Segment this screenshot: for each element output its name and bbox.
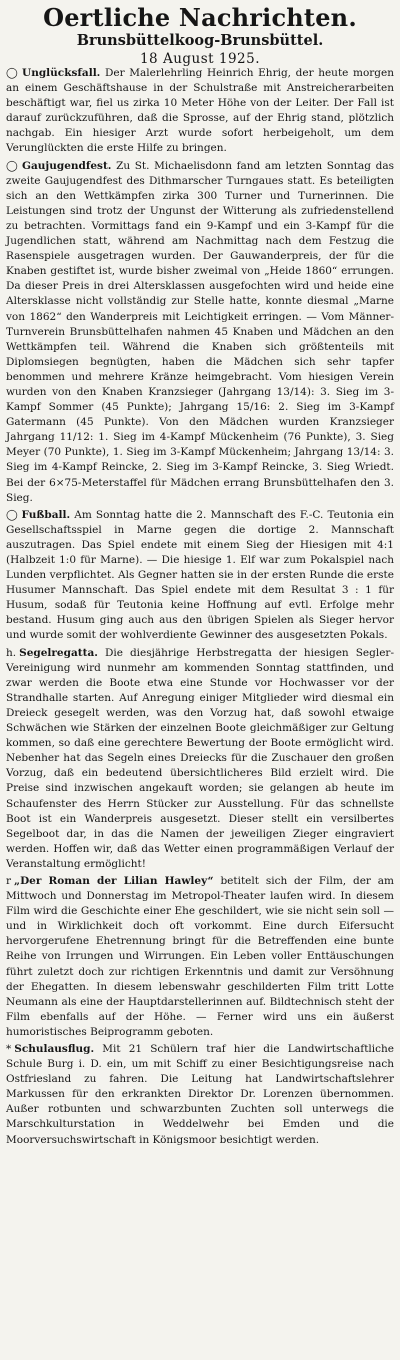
article-marker: r: [6, 874, 12, 887]
article-heading: „Der Roman der Lilian Hawley“: [14, 874, 214, 887]
article-youth-festival: [6, 159, 394, 506]
article-heading: Schulausflug.: [14, 1043, 95, 1055]
masthead: [6, 3, 394, 67]
article-text: Am Sonntag hatte die 2. Mannschaft des F.-C. Teutonia ein Gesellschaftsspiel in Marne gegen die dortige 2. Mannschaft auszutragen. Das Spiel endete mit einem Sieg der Hiesigen mit 4:1 (Halbzeit 1:0 für Marne). — Die hiesige 1. Elf war zum Pokalspiel nach Lunden verpflichtet. Als Gegner hatten sie in der ersten Runde die erste Husumer Mannschaft. Das Spiel endete mit dem Resultat 3 : 1 für Husum, sodaß für Teutonia keine Hoffnung auf evtl. Erfolge mehr bestand. Husum ging auch aus den übrigen Spielen als Sieger hervor und wurde somit der wohlverdiente Gewinner des ausgesetzten Pokals.: [6, 508, 394, 642]
article-heading: Segelregatta.: [19, 646, 98, 659]
article-text: Mit 21 Schülern traf hier die Landwirtschaftliche Schule Burg i. D. ein, um mit Schiff zu einer Besichtigungsreise nach Ostfriesland zu fahren. Die Leitung hat Landwirtschaftslehrer Markussen für den erkrankten Direktor Dr. Lorenzen übernommen. Außer rotbunten und schwarzbunten Zuchten soll unterwegs die Marschkulturstation in Weddelwehr bei Emden und die Moorversuchswirtschaft in Königsmoor besichtigt werden.: [6, 1043, 394, 1146]
article-accident: [6, 66, 394, 157]
section-subtitle: Brunsbüttelkoog-Brunsbüttel.: [76, 32, 324, 49]
dateline: 18 August 1925.: [139, 50, 261, 67]
article-marker: ◯: [6, 67, 20, 79]
article-text: Die diesjährige Herbstregatta der hiesigen Segler-Vereinigung wird nunmehr am kommenden Sonntag stattfinden, und zwar werden die Boote etwa eine Stunde vor Hochwasser vor der Strandhalle starten. Auf Anregung einiger Mitglieder wird diesmal ein Dreieck gesegelt werden, was den Vorzug hat, daß sowohl etwaige Schwächen wie Stärken der einzelnen Boote gleichmäßiger zur Geltung kommen, so daß eine gerechtere Bewertung der Boote ermöglicht wird. Nebenher hat das Segeln eines Dreiecks für die Zuschauer den großen Vorzug, daß ein bedeutend übersichtlicheres Bild erzielt wird. Die Preise sind inzwischen angekauft worden; sie gelangen ab heute im Schaufenster des Herrn Stücker zur Ausstellung. Für das schnellste Boot ist ein Wanderpreis ausgesetzt. Dieser stellt ein versilbertes Segelboot dar, in das die Namen der jeweiligen Zieger eingraviert werden. Hoffen wir, daß das Wetter einen programmäßigen Verlauf der Veranstaltung ermöglicht!: [6, 646, 394, 870]
article-football: [6, 508, 394, 644]
article-heading: Gaujugendfest.: [22, 159, 112, 172]
article-text: Zu St. Michaelisdonn fand am letzten Sonntag das zweite Gaujugendfest des Dithmarscher Turngaues statt. Es beteiligten sich an den Wettkämpfen zirka 300 Turner und Turnerinnen. Die Leistungen sind trotz der Ungunst der Witterung als zufriedenstellend zu betrachten. Vormittags fand ein 9-Kampf und ein 3-Kampf für die Jugendlichen statt, während am Nachmittag nach dem Festzug die Rasenspiele ausgetragen wurden. Der Gauwanderpreis, der für die Knaben gestiftet ist, wurde bisher zweimal von „Heide 1860“ errungen. Da dieser Preis in drei Altersklassen ausgefochten wird und heide eine Altersklasse nicht vollständig zur Stelle hatte, konnte diesmal „Marne von 1862“ den Wanderpreis mit Leichtigkeit erringen. — Vom Männer-Turnverein Brunsbüttelhafen nahmen 45 Knaben und Mädchen an den Wettkämpfen teil. Während die Knaben sich größtenteils mit Diplomsiegen begnügten, haben die Mädchen sich sehr tapfer benommen und mehrere Kränze heimgebracht. Vom hiesigen Verein wurden von den Knaben Kranzsieger (Jahrgang 13/14): 3. Sieg im 3-Kampf Sommer (45 Punkte); Jahrgang 15/16: 2. Sieg im 3-Kampf Gatermann (45 Punkte). Von den Mädchen wurden Kranzsieger Jahrgang 11/12: 1. Sieg im 4-Kampf Mückenheim (76 Punkte), 3. Sieg Meyer (70 Punkte), 1. Sieg im 3-Kampf Mückenheim; Jahrgang 13/14: 3. Sieg im 4-Kampf Reincke, 2. Sieg im 3-Kampf Reincke, 3. Sieg Wriedt. Bei der 6×75-Meterstaffel für Mädchen errang Brunsbüttelhafen den 3. Sieg.: [6, 159, 394, 504]
article-regatta: [6, 646, 394, 872]
article-school-trip: [6, 1042, 394, 1148]
article-text: betitelt sich der Film, der am Mittwoch und Donnerstag im Metropol-Theater laufen wird. In diesem Film wird die Geschichte einer Ehe geschildert, wie sie nicht sein soll — und in Wirklichkeit doch oft vorkommt. Eine durch Eifersucht hervorgerufene Ehetrennung bringt für die Betreffenden eine bunte Reihe von Irrungen und Wirrungen. Ein Leben voller Enttäuschungen führt zuletzt doch zur richtigen Erkenntnis und damit zur Versöhnung der Ehegatten. In diesem lebenswahr geschilderten Film tritt Lotte Neumann als eine der Hauptdarstellerinnen auf. Bildtechnisch steht der Film ebenfalls auf der Höhe. — Ferner wird uns ein äußerst humoristisches Beiprogramm geboten.: [6, 874, 394, 1038]
article-heading: Fußball.: [21, 508, 71, 521]
section-title: Oertliche Nachrichten.: [43, 3, 357, 32]
article-text: Der Malerlehrling Heinrich Ehrig, der heute morgen an einem Geschäftshause in der Schulstraße mit Anstreicherarbeiten beschäftigt war, fiel us zirka 10 Meter Höhe von der Leiter. Der Fall ist darauf zurückzuführen, daß die Sprosse, auf der Ehrig stand, plötzlich nachgab. Ein hiesiger Arzt wurde sofort herbeigeholt, um dem Verunglückten die erste Hilfe zu bringen.: [6, 67, 394, 155]
article-heading: Unglücksfall.: [22, 67, 101, 79]
article-marker: *: [6, 1043, 12, 1055]
article-film: [6, 874, 394, 1040]
article-marker: h.: [6, 646, 17, 659]
article-marker: ◯: [6, 508, 19, 521]
article-marker: ◯: [6, 159, 20, 172]
